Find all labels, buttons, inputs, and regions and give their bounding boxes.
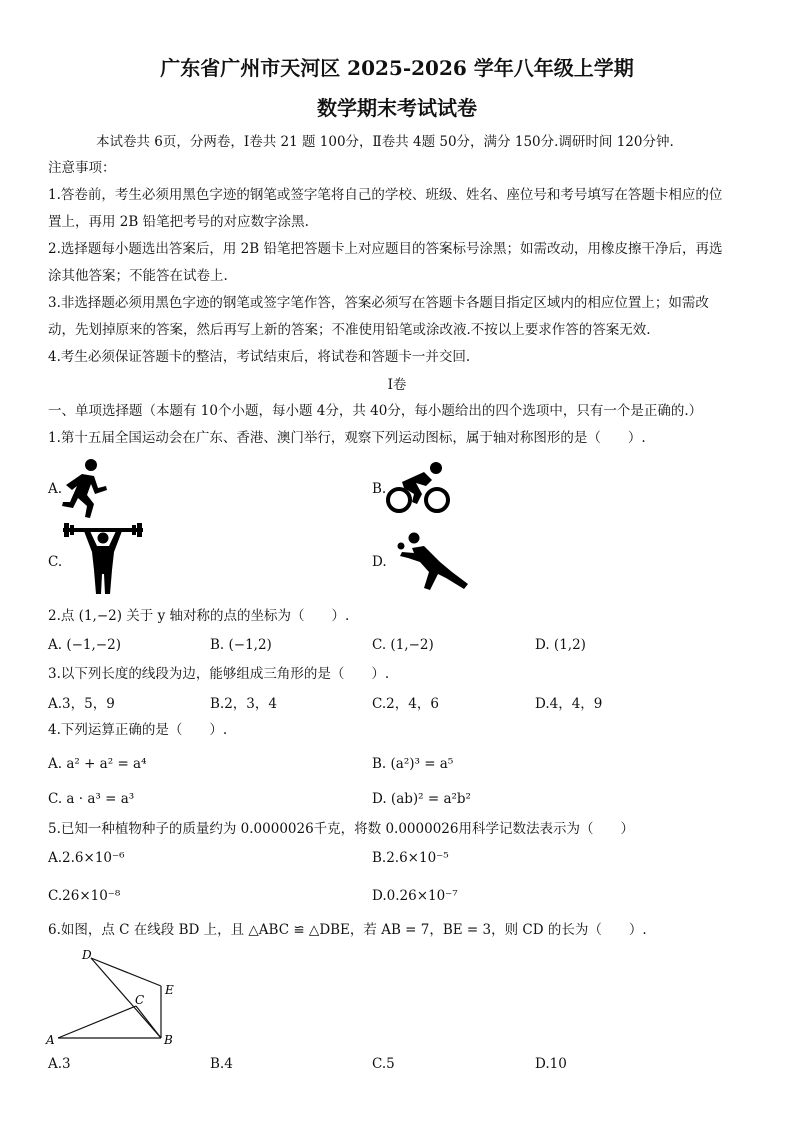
section-label: Ⅰ卷 bbox=[387, 377, 407, 393]
q1-option-d: D. bbox=[372, 554, 387, 570]
label-d: D bbox=[82, 948, 92, 962]
part1-heading: 一、单项选择题（本题有 10个小题，每小题 4分，共 40分，每小题给出的四个选项中，只有一个是正确的.） bbox=[48, 403, 703, 419]
note-4: 4.考生必须保证答题卡的整洁，考试结束后，将试卷和答题卡一并交回. bbox=[48, 349, 471, 365]
note-3a: 3.非选择题必须用黑色字迹的钢笔或签字笔作答，答案必须写在答题卡各题目指定区域内的相应位置上；如需改 bbox=[48, 295, 709, 311]
q3-option-c: C.2，4，6 bbox=[372, 696, 439, 712]
label-a: A bbox=[46, 1033, 55, 1047]
q3-stem: 3.以下列长度的线段为边，能够组成三角形的是（ ）. bbox=[48, 666, 390, 682]
q4-option-b: B. (a²)³ = a⁵ bbox=[372, 756, 454, 772]
q6-option-a: A.3 bbox=[48, 1056, 71, 1072]
q4-option-c: C. a · a³ = a³ bbox=[48, 791, 135, 807]
q5-option-a: A.2.6×10⁻⁶ bbox=[48, 850, 125, 866]
q2-option-c: C. (1,−2) bbox=[372, 637, 434, 653]
q6-option-c: C.5 bbox=[372, 1056, 395, 1072]
q5-option-c: C.26×10⁻⁸ bbox=[48, 888, 121, 904]
label-e: E bbox=[165, 983, 174, 997]
q3-option-b: B.2，3，4 bbox=[210, 696, 277, 712]
q3-option-a: A.3，5，9 bbox=[48, 696, 115, 712]
note-2a: 2.选择题每小题选出答案后，用 2B 铅笔把答题卡上对应题目的答案标号涂黑；如需改动，用橡皮擦干净后，再选 bbox=[48, 241, 723, 257]
q1-option-c: C. bbox=[48, 554, 63, 570]
q5-stem: 5.已知一种植物种子的质量约为 0.0000026千克，将数 0.0000026用科学记数法表示为（ ） bbox=[48, 821, 634, 837]
q2-stem: 2.点 (1,−2) 关于 y 轴对称的点的坐标为（ ）. bbox=[48, 608, 350, 624]
note-1a: 1.答卷前，考生必须用黑色字迹的钢笔或签字笔将自己的学校、班级、姓名、座位号和考号填写在答题卡相应的位 bbox=[48, 187, 723, 203]
q4-option-d: D. (ab)² = a²b² bbox=[372, 791, 471, 807]
notes-heading: 注意事项： bbox=[48, 160, 116, 176]
weightlifting-icon bbox=[60, 522, 146, 596]
q2-option-d: D. (1,2) bbox=[535, 637, 586, 653]
running-icon bbox=[60, 458, 108, 520]
q3-option-d: D.4，4，9 bbox=[535, 696, 603, 712]
q2-option-b: B. (−1,2) bbox=[210, 637, 272, 653]
q6-option-d: D.10 bbox=[535, 1056, 567, 1072]
note-1b: 置上，再用 2B 铅笔把考号的对应数字涂黑. bbox=[48, 214, 309, 230]
q1-option-a: A. bbox=[48, 481, 63, 497]
exam-subtitle: 数学期末考试试卷 bbox=[317, 96, 477, 120]
table-tennis-icon bbox=[396, 532, 470, 592]
note-3b: 动，先划掉原来的答案，然后再写上新的答案；不准使用铅笔或涂改液.不按以上要求作答的答案无效. bbox=[48, 322, 651, 338]
q6-stem: 6.如图，点 C 在线段 BD 上，且 △ABC ≌ △DBE，若 AB = 7，BE = 3，则 CD 的长为（ ）. bbox=[48, 922, 647, 938]
q4-option-a: A. a² + a² = a⁴ bbox=[48, 756, 147, 772]
q1-stem: 1.第十五届全国运动会在广东、香港、澳门举行，观察下列运动图标，属于轴对称图形的是（ ）. bbox=[48, 430, 646, 446]
triangle-figure bbox=[44, 944, 194, 1048]
q2-option-a: A. (−1,−2) bbox=[48, 637, 121, 653]
q1-option-b: B. bbox=[372, 481, 387, 497]
label-b: B bbox=[164, 1033, 173, 1047]
note-2b: 涂其他答案；不能答在试卷上. bbox=[48, 268, 228, 284]
label-c: C bbox=[135, 993, 145, 1007]
q5-option-b: B.2.6×10⁻⁵ bbox=[372, 850, 449, 866]
q6-option-b: B.4 bbox=[210, 1056, 233, 1072]
cycling-icon bbox=[386, 460, 450, 516]
exam-title: 广东省广州市天河区 2025-2026 学年八年级上学期 bbox=[160, 56, 634, 80]
q4-stem: 4.下列运算正确的是（ ）. bbox=[48, 722, 228, 738]
intro-text: 本试卷共 6页，分两卷，Ⅰ卷共 21 题 100分，Ⅱ卷共 4题 50分，满分 150分.调研时间 120分钟. bbox=[96, 134, 674, 150]
q5-option-d: D.0.26×10⁻⁷ bbox=[372, 888, 458, 904]
